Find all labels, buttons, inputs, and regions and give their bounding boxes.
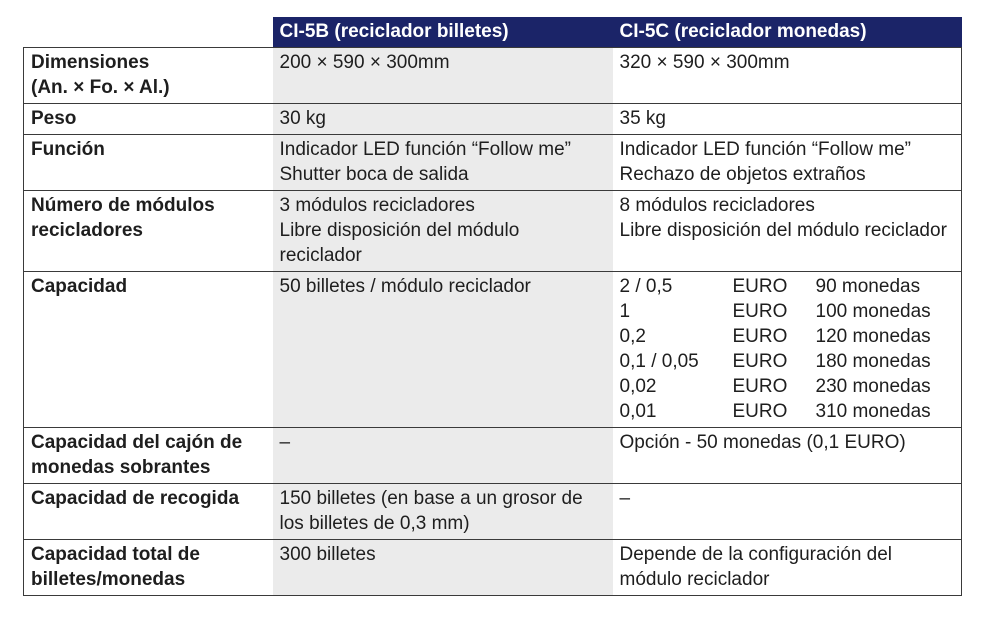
label-line: monedas sobrantes xyxy=(31,457,211,478)
coin-row xyxy=(620,324,955,349)
value-ci5c: Opción - 50 monedas (0,1 EURO) xyxy=(613,428,962,484)
row-peso xyxy=(24,104,962,135)
header-row xyxy=(24,17,962,48)
coin-denomination: 0,2 xyxy=(619,326,646,347)
coin-quantity: 90 monedas xyxy=(815,276,921,297)
label-line: Capacidad total de xyxy=(31,544,200,565)
row-label xyxy=(24,191,273,272)
coin-quantity: 120 monedas xyxy=(815,326,931,347)
coin-denomination: 0,01 xyxy=(619,401,657,422)
row-funcion xyxy=(24,135,962,191)
label-line: (An. × Fo. × Al.) xyxy=(31,77,170,98)
coin-quantity: 180 monedas xyxy=(815,351,931,372)
value-ci5b xyxy=(273,135,613,191)
row-label xyxy=(24,48,273,104)
value-line: Indicador LED función “Follow me” xyxy=(279,139,571,160)
coin-row xyxy=(620,349,955,374)
label-line: recicladores xyxy=(31,220,143,241)
row-modulos xyxy=(24,191,962,272)
value-ci5c xyxy=(613,191,962,272)
label-line: Número de módulos xyxy=(31,195,215,216)
coin-currency: EURO xyxy=(732,351,788,372)
coin-denomination: 1 xyxy=(619,301,631,322)
coin-denomination: 0,1 / 0,05 xyxy=(619,351,699,372)
coin-row xyxy=(620,274,955,299)
value-ci5b: 150 billetes (en base a un grosor de los billetes de 0,3 mm) xyxy=(273,484,613,540)
value-ci5b: 200 × 590 × 300mm xyxy=(273,48,613,104)
header-blank xyxy=(24,17,273,48)
value-ci5b: – xyxy=(273,428,613,484)
coin-currency: EURO xyxy=(732,326,788,347)
row-label: Capacidad xyxy=(24,272,273,428)
row-label: Capacidad de recogida xyxy=(24,484,273,540)
value-ci5b: 30 kg xyxy=(273,104,613,135)
coin-currency: EURO xyxy=(732,401,788,422)
row-label: Peso xyxy=(24,104,273,135)
row-label: Función xyxy=(24,135,273,191)
header-ci5b: CI-5B (reciclador billetes) xyxy=(273,17,613,48)
spec-table xyxy=(23,17,962,596)
value-line: Indicador LED función “Follow me” xyxy=(619,139,911,160)
row-recogida xyxy=(24,484,962,540)
value-ci5b xyxy=(273,191,613,272)
label-line: Dimensiones xyxy=(31,52,150,73)
value-line: 3 módulos recicladores xyxy=(279,195,475,216)
row-label xyxy=(24,428,273,484)
row-total xyxy=(24,540,962,596)
row-label xyxy=(24,540,273,596)
coin-denomination: 0,02 xyxy=(619,376,657,397)
coin-denomination: 2 / 0,5 xyxy=(619,276,673,297)
label-line: billetes/monedas xyxy=(31,569,186,590)
value-line: 8 módulos recicladores xyxy=(619,195,815,216)
coin-currency: EURO xyxy=(732,376,788,397)
value-ci5b: 300 billetes xyxy=(273,540,613,596)
value-line: Rechazo de objetos extraños xyxy=(619,164,866,185)
coin-quantity: 100 monedas xyxy=(815,301,931,322)
value-ci5c: Depende de la configuración del módulo reciclador xyxy=(613,540,962,596)
coin-row xyxy=(620,299,955,324)
coin-row xyxy=(620,399,955,424)
coin-quantity: 310 monedas xyxy=(815,401,931,422)
value-ci5c: 320 × 590 × 300mm xyxy=(613,48,962,104)
value-ci5c: 35 kg xyxy=(613,104,962,135)
coin-currency: EURO xyxy=(732,301,788,322)
row-capacidad xyxy=(24,272,962,428)
value-ci5c xyxy=(613,135,962,191)
coin-row xyxy=(620,374,955,399)
row-cajon xyxy=(24,428,962,484)
value-line: Libre disposición del módulo reciclador xyxy=(279,220,520,266)
value-line: Shutter boca de salida xyxy=(279,164,469,185)
label-line: Capacidad del cajón de xyxy=(31,432,243,453)
coin-currency: EURO xyxy=(732,276,788,297)
value-line: Libre disposición del módulo reciclador xyxy=(619,220,947,241)
value-ci5b: 50 billetes / módulo reciclador xyxy=(273,272,613,428)
value-ci5c xyxy=(613,272,962,428)
coin-quantity: 230 monedas xyxy=(815,376,931,397)
header-ci5c: CI-5C (reciclador monedas) xyxy=(613,17,962,48)
value-ci5c: – xyxy=(613,484,962,540)
row-dimensiones xyxy=(24,48,962,104)
